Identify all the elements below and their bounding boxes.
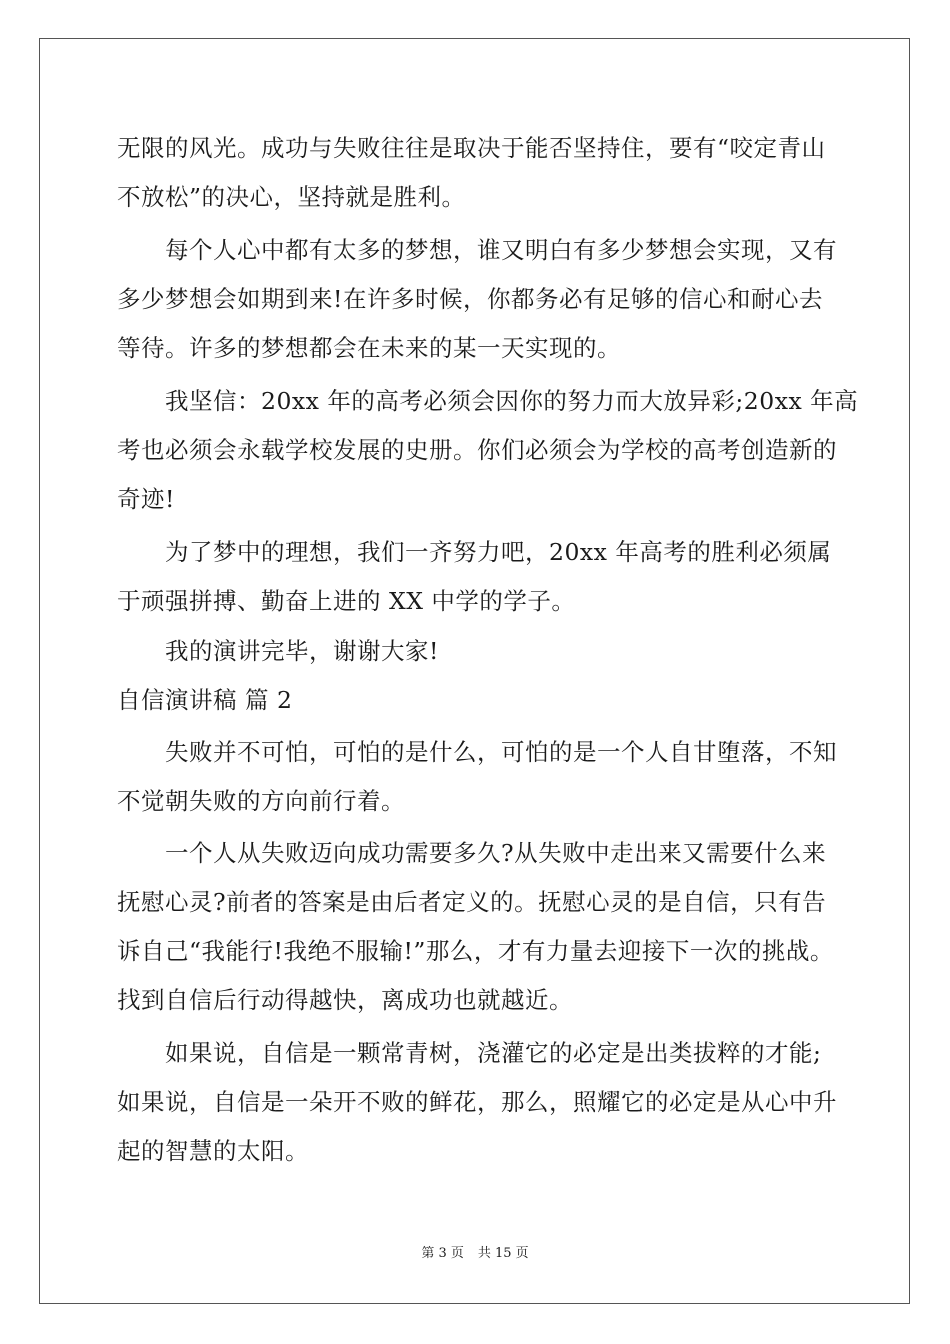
section-heading: 自信演讲稿 篇 2 (117, 686, 293, 714)
text-line-18: 如果说，自信是一颗常青树，浇灌它的必定是出类拔粹的才能; (165, 1039, 822, 1067)
text-line-10: 于顽强拼搏、勤奋上进的 XX 中学的学子。 (117, 587, 576, 615)
page-number-total: 共 15 页 (477, 1246, 529, 1261)
text-line-9: 为了梦中的理想，我们一齐努力吧，20xx 年高考的胜利必须属 (165, 538, 832, 566)
text-line-5: 等待。许多的梦想都会在未来的某一天实现的。 (117, 334, 621, 362)
text-line-8: 奇迹! (117, 485, 175, 513)
text-line-4: 多少梦想会如期到来!在许多时候，你都务必有足够的信心和耐心去 (117, 285, 823, 313)
text-line-3: 每个人心中都有太多的梦想，谁又明白有多少梦想会实现，又有 (165, 236, 837, 264)
text-line-20: 起的智慧的太阳。 (117, 1137, 309, 1165)
page-footer (0, 1246, 950, 1262)
text-line-12: 失败并不可怕，可怕的是什么，可怕的是一个人自甘堕落，不知 (165, 738, 837, 766)
text-line-14: 一个人从失败迈向成功需要多久?从失败中走出来又需要什么来 (165, 839, 827, 867)
text-line-15: 抚慰心灵?前者的答案是由后者定义的。抚慰心灵的是自信，只有告 (117, 888, 827, 916)
text-line-11: 我的演讲完毕，谢谢大家! (165, 637, 439, 665)
text-line-17: 找到自信后行动得越快，离成功也就越近。 (117, 986, 573, 1014)
text-line-7: 考也必须会永载学校发展的史册。你们必须会为学校的高考创造新的 (117, 436, 837, 464)
text-line-1: 无限的风光。成功与失败往往是取决于能否坚持住，要有“咬定青山 (117, 134, 826, 162)
text-line-2: 不放松”的决心，坚持就是胜利。 (117, 183, 466, 211)
text-line-19: 如果说，自信是一朵开不败的鲜花，那么，照耀它的必定是从心中升 (117, 1088, 837, 1116)
text-line-16: 诉自己“我能行!我绝不服输!”那么，才有力量去迎接下一次的挑战。 (117, 937, 834, 965)
page-number-current: 第 3 页 (421, 1246, 464, 1261)
text-line-6: 我坚信：20xx 年的高考必须会因你的努力而大放异彩;20xx 年高 (165, 387, 859, 415)
text-line-13: 不觉朝失败的方向前行着。 (117, 787, 405, 815)
